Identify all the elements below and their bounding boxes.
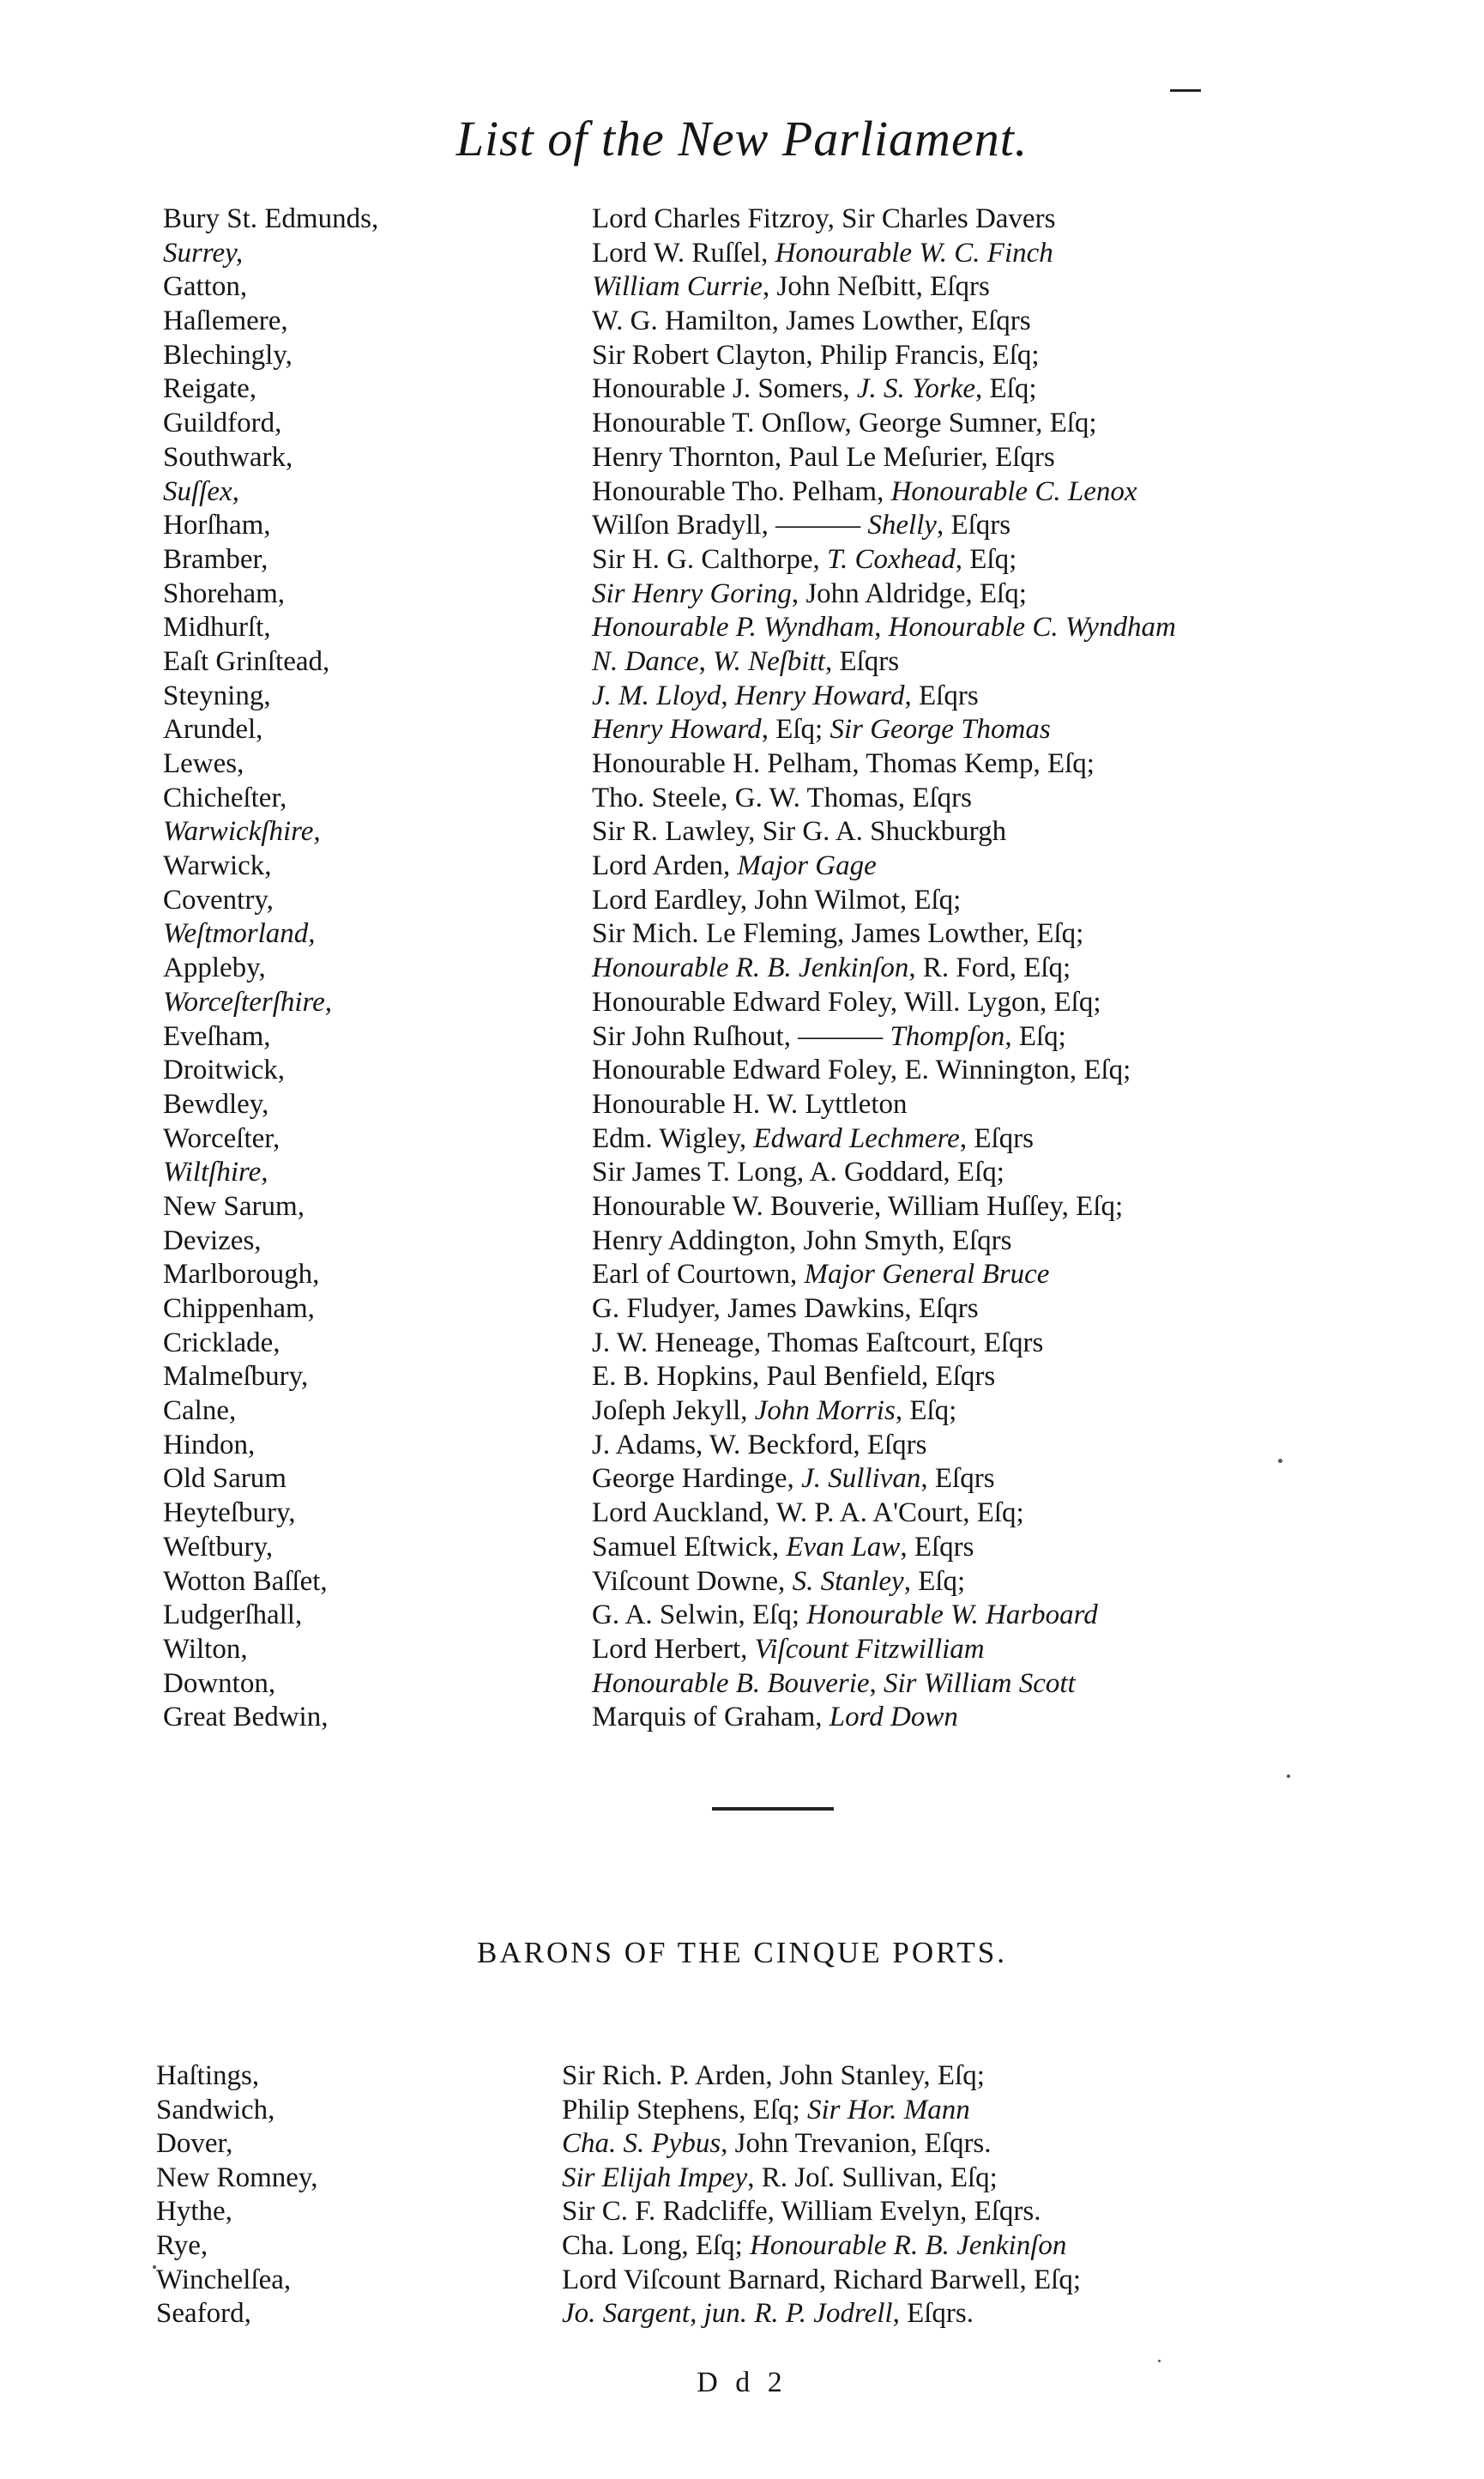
members-text: Sir R. Lawley, Sir G. A. Shuckburgh xyxy=(592,816,1007,848)
members-text: Lord Viſcount Barnard, Richard Barwell, Eſq; xyxy=(562,2264,1082,2295)
members-text: Joſeph Jekyll, John Morris, Eſq; xyxy=(592,1395,957,1427)
members-text: Sir Robert Clayton, Philip Francis, Eſq; xyxy=(592,339,1040,371)
constituency-name: Warwick, xyxy=(163,850,272,882)
constituency-row xyxy=(0,2297,1484,2331)
constituency-row xyxy=(0,509,1484,543)
members-text: Samuel Eſtwick, Evan Law, Eſqrs xyxy=(592,1531,974,1563)
page-title: List of the New Parliament. xyxy=(455,111,1029,166)
constituency-name: Eaſt Grinſtead, xyxy=(163,645,330,677)
members-text: G. Fludyer, James Dawkins, Eſqrs xyxy=(592,1293,979,1324)
members-text: Sir H. G. Calthorpe, T. Coxhead, Eſq; xyxy=(592,543,1017,575)
print-speck xyxy=(1287,1775,1290,1778)
constituency-row xyxy=(0,1190,1484,1224)
constituency-name: Hindon, xyxy=(163,1429,256,1460)
members-text: Sir Henry Goring, John Aldridge, Eſq; xyxy=(592,577,1027,609)
constituency-name: Lewes, xyxy=(163,748,244,779)
members-text: G. A. Selwin, Eſq; Honourable W. Harboard xyxy=(592,1599,1098,1631)
constituency-row xyxy=(0,952,1484,986)
constituency-row xyxy=(0,1224,1484,1259)
constituency-name: Haſtings, xyxy=(156,2060,260,2091)
members-text: J. M. Lloyd, Henry Howard, Eſqrs xyxy=(592,680,979,711)
constituency-row xyxy=(0,1258,1484,1292)
constituency-row xyxy=(0,475,1484,510)
constituency-name: Appleby, xyxy=(163,952,266,984)
members-text: Honourable H. Pelham, Thomas Kemp, Eſq; xyxy=(592,748,1095,779)
constituency-row xyxy=(0,884,1484,918)
constituency-name: Devizes, xyxy=(163,1224,262,1256)
constituency-row xyxy=(0,2059,1484,2094)
members-text: Tho. Steele, G. W. Thomas, Eſqrs xyxy=(592,782,973,813)
constituency-name: Arundel, xyxy=(163,714,263,746)
constituency-row xyxy=(0,1088,1484,1122)
constituency-row xyxy=(0,747,1484,782)
members-text: Lord Herbert, Viſcount Fitzwilliam xyxy=(592,1633,985,1665)
members-text: Lord Arden, Major Gage xyxy=(592,850,877,882)
members-text: George Hardinge, J. Sullivan, Eſqrs xyxy=(592,1463,995,1495)
members-text: Honourable H. W. Lyttleton xyxy=(592,1088,908,1120)
constituency-row xyxy=(0,2094,1484,2128)
constituency-name: Midhurſt, xyxy=(163,612,271,644)
members-text: Sir Elijah Impey, R. Joſ. Sullivan, Eſq; xyxy=(562,2162,998,2193)
members-text: Sir John Ruſhout, ——— Thompſon, Eſq; xyxy=(592,1020,1066,1052)
constituency-row xyxy=(0,1565,1484,1599)
constituency-name: Guildford, xyxy=(163,408,282,439)
constituency-name: Chicheſter, xyxy=(163,782,287,813)
constituency-name: Southwark, xyxy=(163,441,293,473)
members-text: Philip Stephens, Eſq; Sir Hor. Mann xyxy=(562,2094,970,2125)
constituency-name: Seaford, xyxy=(156,2298,251,2330)
constituency-name: Weſtbury, xyxy=(163,1531,274,1563)
members-text: Lord Auckland, W. P. A. A'Court, Eſq; xyxy=(592,1497,1024,1529)
members-text: William Currie, John Neſbitt, Eſqrs xyxy=(592,271,990,303)
constituency-name: Rye, xyxy=(156,2229,208,2261)
constituency-name: Eveſham, xyxy=(163,1020,271,1052)
members-text: Cha. S. Pybus, John Trevanion, Eſqrs. xyxy=(562,2128,992,2160)
constituency-row xyxy=(0,1394,1484,1429)
constituency-name: Blechingly, xyxy=(163,339,293,371)
members-text: W. G. Hamilton, James Lowther, Eſqrs xyxy=(592,305,1031,337)
members-text: J. W. Heneage, Thomas Eaſtcourt, Eſqrs xyxy=(592,1327,1044,1358)
constituency-row xyxy=(0,917,1484,952)
constituency-name: Bramber, xyxy=(163,543,268,575)
constituency-row xyxy=(0,2264,1484,2298)
constituency-row xyxy=(0,339,1484,373)
members-text: E. B. Hopkins, Paul Benfield, Eſqrs xyxy=(592,1361,996,1393)
constituency-name: Horſham, xyxy=(163,510,271,541)
constituency-row xyxy=(0,2195,1484,2229)
members-text: Henry Howard, Eſq; Sir George Thomas xyxy=(592,714,1051,746)
constituency-row xyxy=(0,1156,1484,1190)
constituency-name: Hythe, xyxy=(156,2196,232,2228)
constituency-row xyxy=(0,1292,1484,1327)
section-divider xyxy=(712,1807,834,1811)
constituency-row xyxy=(0,1122,1484,1157)
print-speck xyxy=(153,2265,156,2269)
constituency-name: Bewdley, xyxy=(163,1088,269,1120)
members-text: Lord W. Ruſſel, Honourable W. C. Finch xyxy=(592,237,1053,269)
constituency-row xyxy=(0,1429,1484,1463)
constituency-row xyxy=(0,305,1484,339)
constituency-row xyxy=(0,577,1484,612)
members-text: Sir C. F. Radcliffe, William Evelyn, Eſqrs. xyxy=(562,2196,1041,2228)
constituency-row xyxy=(0,645,1484,680)
constituency-row xyxy=(0,850,1484,884)
constituency-row xyxy=(0,2127,1484,2162)
page-corner-dash xyxy=(1170,89,1201,92)
members-text: Honourable T. Onſlow, George Sumner, Eſq; xyxy=(592,408,1097,439)
constituency-name: Surrey, xyxy=(163,237,244,269)
constituency-row xyxy=(0,782,1484,816)
constituency-row xyxy=(0,441,1484,475)
members-text: Lord Charles Fitzroy, Sir Charles Davers xyxy=(592,203,1056,234)
constituency-row xyxy=(0,680,1484,714)
constituency-name: Old Sarum xyxy=(163,1463,287,1495)
constituency-row xyxy=(0,1020,1484,1055)
constituency-row xyxy=(0,713,1484,747)
constituency-name: Weſtmorland, xyxy=(163,918,316,950)
constituency-name: Reigate, xyxy=(163,373,257,405)
constituency-name: Heyteſbury, xyxy=(163,1497,296,1529)
constituency-name: Gatton, xyxy=(163,271,248,303)
members-text: Honourable Edward Foley, Will. Lygon, Eſq; xyxy=(592,986,1101,1018)
constituency-name: Ludgerſhall, xyxy=(163,1599,303,1631)
constituency-name: New Sarum, xyxy=(163,1190,305,1222)
constituency-name: Wilton, xyxy=(163,1633,248,1665)
members-text: Edm. Wigley, Edward Lechmere, Eſqrs xyxy=(592,1122,1035,1154)
constituency-name: Worceſterſhire, xyxy=(163,986,333,1018)
constituency-name: Cricklade, xyxy=(163,1327,281,1358)
constituency-name: Great Bedwin, xyxy=(163,1702,329,1733)
constituency-name: Haſlemere, xyxy=(163,305,288,337)
constituency-row xyxy=(0,407,1484,441)
constituency-row xyxy=(0,1633,1484,1667)
members-text: Honourable Edward Foley, E. Winnington, Eſq; xyxy=(592,1055,1131,1086)
constituency-name: Suſſex, xyxy=(163,475,239,507)
constituency-name: Droitwick, xyxy=(163,1055,286,1086)
section-heading: BARONS OF THE CINQUE PORTS. xyxy=(477,1936,1007,1969)
constituency-name: Downton, xyxy=(163,1667,276,1699)
constituency-row xyxy=(0,270,1484,305)
members-text: Viſcount Downe, S. Stanley, Eſq; xyxy=(592,1565,966,1597)
constituency-row xyxy=(0,1054,1484,1088)
constituency-row xyxy=(0,1327,1484,1361)
constituency-row xyxy=(0,1701,1484,1735)
members-text: Honourable P. Wyndham, Honourable C. Wyndham xyxy=(592,612,1176,644)
constituency-name: Warwickſhire, xyxy=(163,816,321,848)
constituency-row xyxy=(0,1360,1484,1394)
constituency-row xyxy=(0,2162,1484,2196)
constituency-name: Steyning, xyxy=(163,680,271,711)
members-text: Sir Rich. P. Arden, John Stanley, Eſq; xyxy=(562,2060,985,2091)
members-text: Honourable W. Bouverie, William Huſſey, Eſq; xyxy=(592,1190,1124,1222)
print-speck xyxy=(1278,1459,1282,1463)
constituency-row xyxy=(0,815,1484,850)
constituency-name: Malmeſbury, xyxy=(163,1361,309,1393)
members-text: Honourable Tho. Pelham, Honourable C. Lenox xyxy=(592,475,1137,507)
constituency-name: Sandwich, xyxy=(156,2094,275,2125)
cinque-ports-list xyxy=(0,2059,1484,2331)
constituency-name: Worceſter, xyxy=(163,1122,281,1154)
constituency-row xyxy=(0,2229,1484,2264)
constituency-name: New Romney, xyxy=(156,2162,318,2193)
members-text: Honourable B. Bouverie, Sir William Scott xyxy=(592,1667,1076,1699)
print-speck xyxy=(1158,2360,1161,2362)
constituency-name: Calne, xyxy=(163,1395,237,1427)
members-text: Henry Thornton, Paul Le Meſurier, Eſqrs xyxy=(592,441,1055,473)
constituency-row xyxy=(0,203,1484,237)
members-text: Sir James T. Long, A. Goddard, Eſq; xyxy=(592,1157,1004,1188)
members-text: J. Adams, W. Beckford, Eſqrs xyxy=(592,1429,927,1460)
constituency-list xyxy=(0,203,1484,1735)
members-text: Marquis of Graham, Lord Down xyxy=(592,1702,958,1733)
constituency-name: Wiltſhire, xyxy=(163,1157,268,1188)
members-text: N. Dance, W. Neſbitt, Eſqrs xyxy=(592,645,900,677)
members-text: Honourable J. Somers, J. S. Yorke, Eſq; xyxy=(592,373,1037,405)
constituency-name: Chippenham, xyxy=(163,1293,315,1324)
constituency-row xyxy=(0,986,1484,1020)
constituency-name: Marlborough, xyxy=(163,1259,320,1291)
constituency-name: Coventry, xyxy=(163,884,274,916)
members-text: Jo. Sargent, jun. R. P. Jodrell, Eſqrs. xyxy=(562,2298,974,2330)
constituency-name: Wotton Baſſet, xyxy=(163,1565,328,1597)
members-text: Henry Addington, John Smyth, Eſqrs xyxy=(592,1224,1012,1256)
constituency-row xyxy=(0,237,1484,271)
members-text: Wilſon Bradyll, ——— Shelly, Eſqrs xyxy=(592,510,1011,541)
constituency-row xyxy=(0,1531,1484,1565)
constituency-row xyxy=(0,1599,1484,1633)
members-text: Cha. Long, Eſq; Honourable R. B. Jenkinſon xyxy=(562,2229,1067,2261)
constituency-row xyxy=(0,1667,1484,1702)
constituency-row xyxy=(0,1496,1484,1531)
signature-mark: D d 2 xyxy=(697,2367,787,2398)
constituency-row xyxy=(0,543,1484,577)
constituency-name: Shoreham, xyxy=(163,577,286,609)
constituency-row xyxy=(0,1462,1484,1496)
constituency-row xyxy=(0,611,1484,645)
members-text: Lord Eardley, John Wilmot, Eſq; xyxy=(592,884,962,916)
constituency-name: Winchelſea, xyxy=(156,2264,292,2295)
members-text: Sir Mich. Le Fleming, James Lowther, Eſq; xyxy=(592,918,1084,950)
constituency-name: Dover, xyxy=(156,2128,233,2160)
constituency-name: Bury St. Edmunds, xyxy=(163,203,379,234)
constituency-row xyxy=(0,372,1484,407)
members-text: Earl of Courtown, Major General Bruce xyxy=(592,1259,1050,1291)
members-text: Honourable R. B. Jenkinſon, R. Ford, Eſq; xyxy=(592,952,1071,984)
